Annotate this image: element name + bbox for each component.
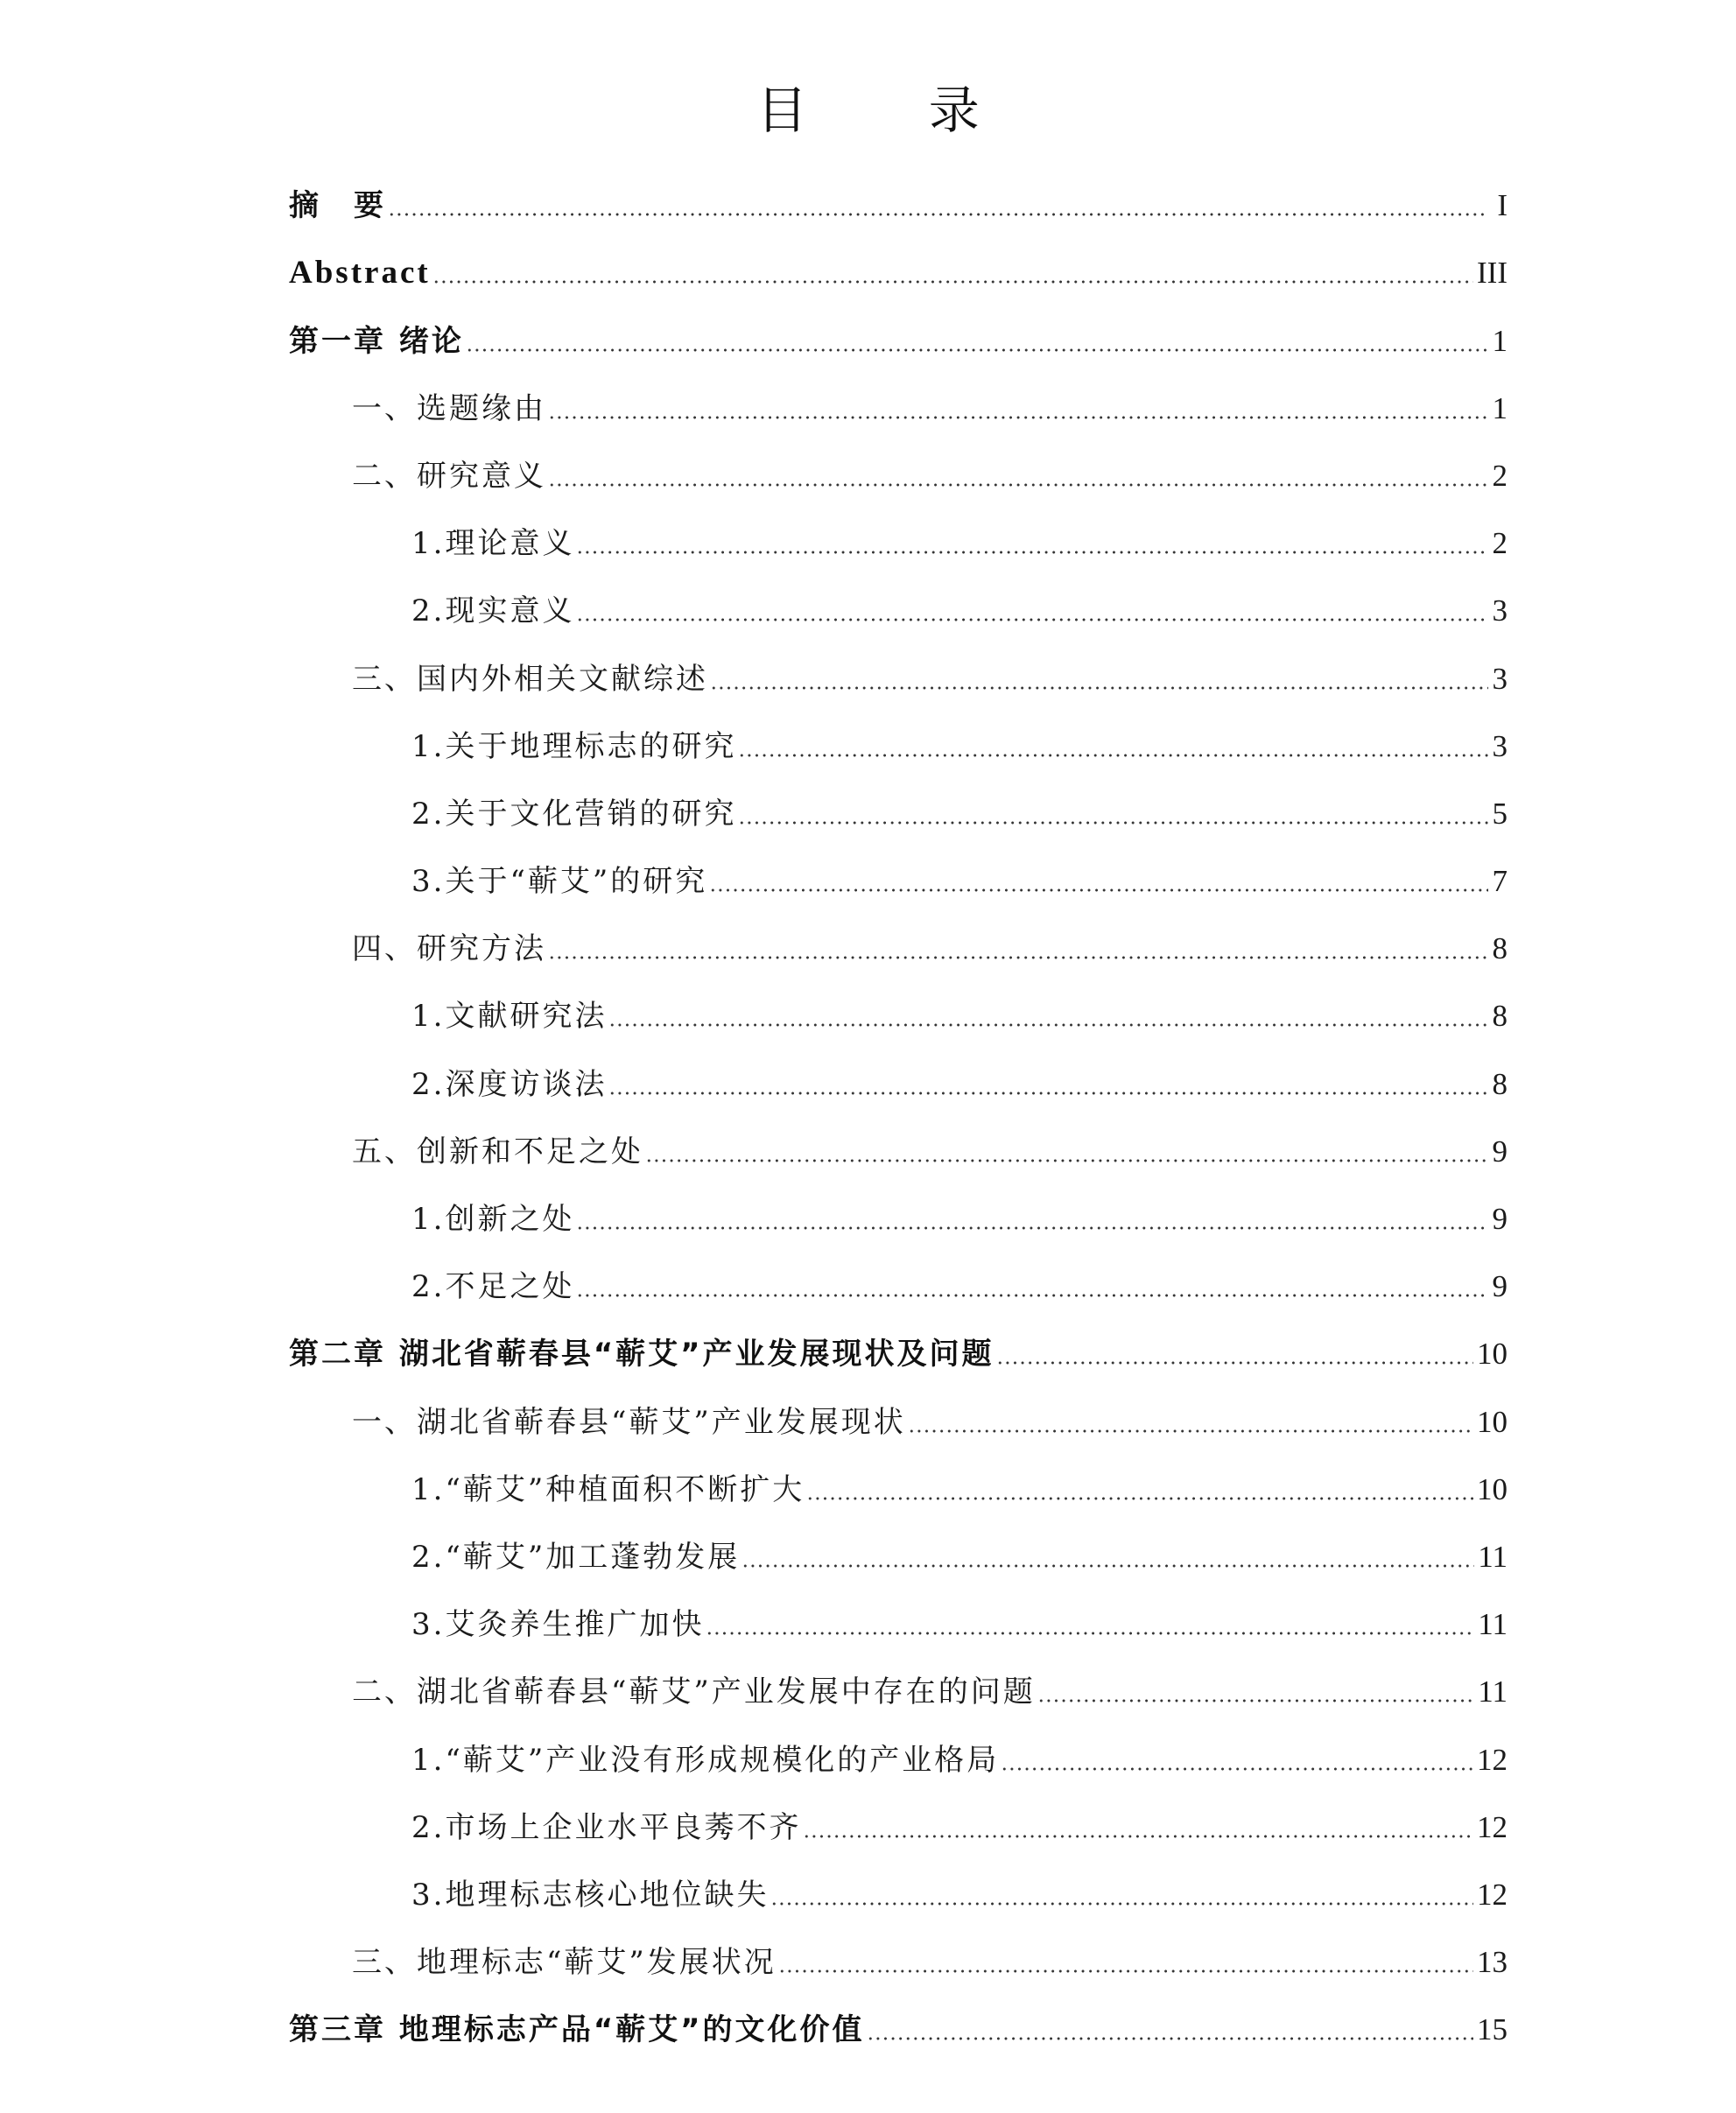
toc-page-number: 2	[1492, 458, 1508, 493]
toc-leader-dots	[741, 1562, 1474, 1569]
toc-entry-label: 2.市场上企业水平良莠不齐	[411, 1809, 802, 1845]
toc-leader-dots	[996, 1359, 1473, 1366]
toc-entry-label: 1.创新之处	[411, 1202, 575, 1237]
toc-leader-dots	[388, 211, 1488, 218]
toc-page-number: 13	[1477, 1945, 1508, 1980]
toc-leader-dots	[466, 347, 1488, 354]
toc-page-number: 11	[1478, 1607, 1508, 1642]
toc-page-number: 12	[1477, 1877, 1508, 1912]
toc-entry-label: 三、国内外相关文献综述	[352, 661, 708, 697]
toc-leader-dots	[709, 887, 1488, 894]
toc-entry-label: 3.艾灸养生推广加快	[411, 1607, 705, 1643]
toc-leader-dots	[908, 1428, 1473, 1435]
toc-leader-dots	[645, 1157, 1488, 1164]
toc-entry-21[interactable]	[289, 1521, 1508, 1589]
toc-entry-label: 2.现实意义	[411, 593, 575, 629]
toc-entry-17[interactable]	[289, 1251, 1508, 1318]
toc-entry-10[interactable]	[289, 778, 1508, 846]
table-of-contents	[289, 170, 1508, 2061]
toc-entry-23[interactable]	[289, 1656, 1508, 1723]
toc-entry-27[interactable]	[289, 1927, 1508, 1994]
toc-entry-16[interactable]	[289, 1183, 1508, 1251]
toc-entry-label: 1.文献研究法	[411, 999, 608, 1035]
toc-leader-dots	[576, 616, 1488, 623]
toc-entry-label: 摘 要	[289, 188, 386, 224]
toc-entry-label: 2.深度访谈法	[411, 1066, 608, 1102]
toc-entry-label: 1.关于地理标志的研究	[411, 728, 737, 764]
toc-leader-dots	[576, 549, 1488, 556]
toc-page-number: 2	[1492, 526, 1508, 561]
toc-entry-19[interactable]	[289, 1386, 1508, 1453]
toc-leader-dots	[867, 2035, 1473, 2042]
toc-page-number: 15	[1477, 2012, 1508, 2047]
toc-entry-label: 2.关于文化营销的研究	[411, 796, 737, 832]
toc-entry-label: 二、研究意义	[352, 458, 546, 494]
toc-entry-1[interactable]	[289, 170, 1508, 237]
toc-entry-22[interactable]	[289, 1589, 1508, 1656]
toc-page-number: 8	[1492, 999, 1508, 1034]
page-title: 目 录	[756, 81, 1032, 140]
toc-entry-label: Abstract	[289, 255, 431, 291]
toc-entry-label: 三、地理标志“蕲艾”发展状况	[352, 1945, 777, 1981]
toc-page-number: 12	[1477, 1742, 1508, 1777]
toc-leader-dots	[576, 1292, 1488, 1299]
toc-entry-25[interactable]	[289, 1792, 1508, 1859]
toc-entry-9[interactable]	[289, 711, 1508, 778]
toc-page-number: 11	[1478, 1674, 1508, 1709]
toc-entry-label: 第二章 湖北省蕲春县“蕲艾”产业发展现状及问题	[289, 1337, 995, 1372]
toc-entry-14[interactable]	[289, 1048, 1508, 1115]
toc-entry-label: 1.理论意义	[411, 526, 575, 562]
toc-entry-label: 一、湖北省蕲春县“蕲艾”产业发展现状	[352, 1404, 906, 1440]
toc-leader-dots	[770, 1900, 1473, 1907]
toc-leader-dots	[548, 414, 1488, 421]
toc-page-number: 10	[1477, 1337, 1508, 1372]
toc-page-number: 12	[1477, 1809, 1508, 1844]
toc-page-number: 10	[1477, 1471, 1508, 1506]
toc-page-number: 8	[1492, 1066, 1508, 1101]
toc-entry-label: 一、选题缘由	[352, 390, 546, 426]
toc-leader-dots	[548, 954, 1488, 961]
toc-entry-24[interactable]	[289, 1723, 1508, 1791]
toc-entry-label: 2.“蕲艾”加工蓬勃发展	[411, 1539, 741, 1575]
toc-leader-dots	[738, 819, 1488, 826]
toc-page-number: I	[1497, 188, 1508, 223]
toc-entry-15[interactable]	[289, 1116, 1508, 1183]
toc-entry-20[interactable]	[289, 1454, 1508, 1521]
toc-page-number: 3	[1492, 661, 1508, 696]
toc-entry-7[interactable]	[289, 575, 1508, 642]
toc-entry-18[interactable]	[289, 1318, 1508, 1386]
toc-page-number: 7	[1492, 864, 1508, 899]
toc-entry-label: 3.关于“蕲艾”的研究	[411, 864, 708, 900]
toc-leader-dots	[548, 481, 1488, 488]
toc-entry-13[interactable]	[289, 980, 1508, 1048]
toc-leader-dots	[432, 278, 1473, 285]
toc-leader-dots	[803, 1833, 1473, 1840]
toc-leader-dots	[1001, 1766, 1473, 1773]
toc-page-number: 9	[1492, 1202, 1508, 1236]
toc-page-number: 3	[1492, 728, 1508, 763]
toc-page-number: 8	[1492, 931, 1508, 966]
toc-entry-26[interactable]	[289, 1859, 1508, 1927]
toc-leader-dots	[576, 1225, 1488, 1232]
toc-entry-5[interactable]	[289, 440, 1508, 508]
toc-entry-label: 3.地理标志核心地位缺失	[411, 1877, 770, 1913]
toc-entry-6[interactable]	[289, 508, 1508, 575]
toc-page-number: 9	[1492, 1134, 1508, 1169]
toc-entry-3[interactable]	[289, 305, 1508, 372]
toc-entry-label: 1.“蕲艾”种植面积不断扩大	[411, 1471, 805, 1507]
toc-entry-28[interactable]	[289, 1994, 1508, 2061]
toc-leader-dots	[710, 684, 1488, 691]
toc-entry-label: 二、湖北省蕲春县“蕲艾”产业发展中存在的问题	[352, 1674, 1036, 1710]
toc-page-number: 9	[1492, 1269, 1508, 1304]
toc-leader-dots	[778, 1968, 1473, 1975]
toc-entry-label: 第三章 地理标志产品“蕲艾”的文化价值	[289, 2012, 865, 2048]
toc-entry-4[interactable]	[289, 373, 1508, 440]
toc-leader-dots	[806, 1495, 1473, 1502]
toc-page-number: III	[1477, 256, 1508, 291]
toc-entry-label: 第一章 绪论	[289, 323, 464, 359]
toc-page-number: 10	[1477, 1404, 1508, 1439]
toc-page-number: 3	[1492, 593, 1508, 628]
toc-entry-2[interactable]	[289, 237, 1508, 305]
toc-leader-dots	[1037, 1697, 1475, 1704]
toc-entry-12[interactable]	[289, 913, 1508, 980]
toc-leader-dots	[608, 1021, 1488, 1028]
toc-entry-11[interactable]	[289, 846, 1508, 913]
toc-page-number: 1	[1492, 390, 1508, 425]
toc-page-number: 11	[1478, 1539, 1508, 1574]
toc-entry-label: 2.不足之处	[411, 1269, 575, 1305]
toc-entry-8[interactable]	[289, 642, 1508, 710]
toc-leader-dots	[738, 752, 1488, 759]
toc-leader-dots	[706, 1630, 1474, 1637]
toc-entry-label: 1.“蕲艾”产业没有形成规模化的产业格局	[411, 1742, 1000, 1778]
toc-leader-dots	[608, 1090, 1488, 1097]
toc-entry-label: 五、创新和不足之处	[352, 1134, 643, 1169]
toc-page-number: 1	[1492, 323, 1508, 358]
toc-entry-label: 四、研究方法	[352, 931, 546, 967]
toc-page-number: 5	[1492, 796, 1508, 831]
